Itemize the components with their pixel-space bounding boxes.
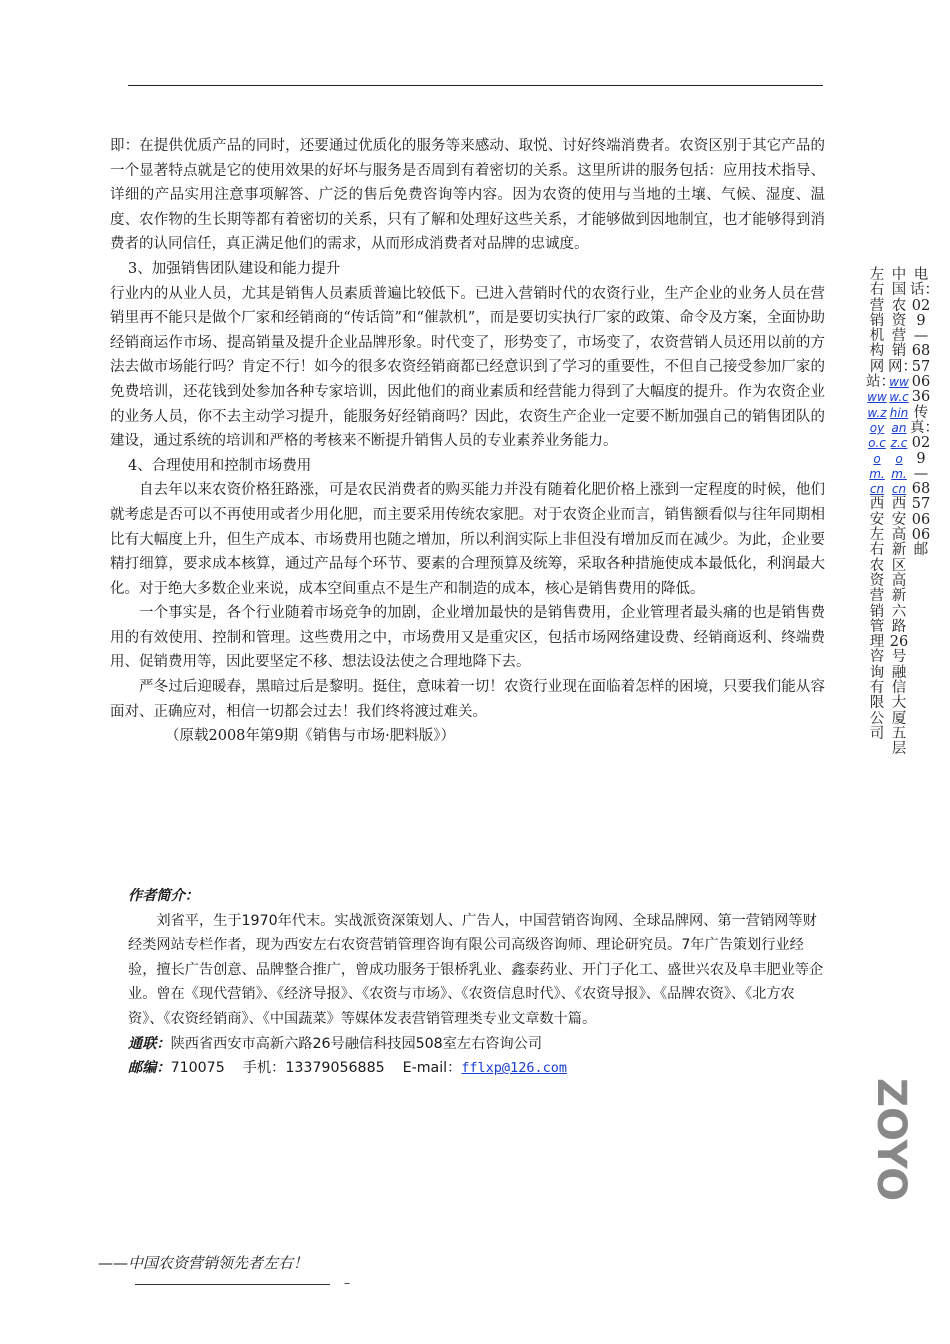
zoyo-logo-icon xyxy=(858,1078,914,1223)
heading-sales-team: 3、加强销售团队建设和能力提升 xyxy=(128,260,341,277)
header-rule xyxy=(128,85,823,86)
footer-mark: – xyxy=(344,1276,350,1290)
sidebar-company: 西安左右农资营销管理咨询有限公司 xyxy=(869,496,885,742)
contact-line xyxy=(128,1056,828,1081)
phone-value: 13379056885 xyxy=(285,1060,385,1077)
sidebar-zoyo-link[interactable]: www.zoyo.com.cn xyxy=(867,390,887,497)
sidebar-net-label: 中国农资营销网： xyxy=(888,267,917,375)
address-label: 通联： xyxy=(128,1035,171,1052)
sidebar-address: 西安高新区高新六路26号融信大厦五层 xyxy=(889,496,909,758)
address-value: 陕西省西安市高新六路26号融信科技园508室左右咨询公司 xyxy=(170,1035,543,1052)
paragraph-cost-2: 一个事实是，各个行业随着市场竞争的加剧，企业增加最快的是销售费用，企业管理者最头痛的也是销售费用的有效使用、控制和管理。这些费用之中，市场费用又是重灾区，包括市场网络建设费、经销商返利、终端费用、促销费用等，因此要坚定不移、想法设法使之合理地降下去。 xyxy=(110,605,825,671)
paragraph-service: 即：在提供优质产品的同时，还要通过优质化的服务等来感动、取悦、讨好终端消费者。农资区别于其它产品的一个显著特点就是它的使用效果的好坏与服务是否周到有着密切的关系。这里所讲的服务包括：应用技术指导、详细的产品实用注意事项解答、广泛的售后免费咨询等内容。因为农资的使用与当地的土壤、气候、湿度、温度、农作物的生长期等都有着密切的关系，只有了解和处理好这些关系，才能够做到因地制宜，也才能够得到消费者的认同信任，真正满足他们的需求，从而形成消费者对品牌的忠诚度。 xyxy=(110,138,825,253)
sidebar-site-label: 左右营销机构网站： xyxy=(866,267,895,391)
sidebar-phone-fax: 电话：029—68570636 传真：029—68570606 邮 xyxy=(910,267,939,559)
phone-label: 手机： xyxy=(242,1060,286,1077)
sidebar-chinanz-link[interactable]: www.chinanz.com.cn xyxy=(889,375,909,497)
heading-market-cost: 4、合理使用和控制市场费用 xyxy=(128,457,312,474)
email-label: E-mail： xyxy=(402,1060,462,1077)
footer-rule xyxy=(135,1284,330,1285)
source-note: （原载2008年第9期《销售与市场·肥料版》） xyxy=(165,728,455,745)
paragraph-cost-1: 自去年以来农资价格狂路涨，可是农民消费者的购买能力并没有随着化肥价格上涨到一定程度的时候，他们就考虑是否可以不再使用或者少用化肥，而主要采用传统农家肥。对于农资企业而言，销售额看似与往年同期相比有大幅度上升，但生产成本、市场费用也随之增加，所以利润实际上非但没有增加反而在减少。为此，企业要精打细算，要求成本核算，通过产品每个环节、要素的合理预算及统筹，采取各种措施使成本最低化，利润最大化。对于绝大多数企业来说，成本空间重点不是生产和制造的成本，核心是销售费用的降低。 xyxy=(110,482,825,597)
paragraph-sales-team: 行业内的从业人员，尤其是销售人员素质普遍比较低下。已进入营销时代的农资行业，生产企业的业务人员在营销里再不能只是做个厂家和经销商的“传话筒”和“催款机”，而是要切实执行厂家的政策、命令及方案，全面协助经销商运作市场、提高销量及提升企业品牌形象。时代变了，形势变了，市场变了，农资营销人员还用以前的方法去做市场能行吗？肯定不行！如今的很多农资经销商都已经意识到了学习的重要性，不但自己接受参加厂家的免费培训，还花钱到处参加各种专家培训，因此他们的商业素质和经营能力得到了大幅度的提升。作为农资企业的业务人员，你不去主动学习提升，能服务好经销商吗？因此，农资生产企业一定要不断加强自己的销售团队的建设，通过系统的培训和严格的考核来不断提升销售人员的专业素养业务能力。 xyxy=(110,285,825,450)
author-title: 作者简介： xyxy=(128,888,199,904)
paragraph-conclusion: 严冬过后迎暖春，黑暗过后是黎明。挺住，意味着一切！农资行业现在面临着怎样的困境，只要我们能从容面对、正确应对，相信一切都会过去！我们终将渡过难关。 xyxy=(110,679,825,720)
author-section xyxy=(128,884,828,1081)
author-bio: 刘省平，生于1970年代末。实战派资深策划人、广告人，中国营销咨询网、全球品牌网、第一营销网等财经类网站专栏作者，现为西安左右农资营销管理咨询有限公司高级咨询师、理论研究员。7年广告策划行业经验，擅长广告创意、品牌整合推广，曾成功服务于银桥乳业、鑫泰药业、开门子化工、盛世兴农及阜丰肥业等企业。曾在《现代营销》、《经济导报》、《农资与市场》、《农资信息时代》、《农资导报》、《品牌农资》、《北方农资》、《农资经销商》、《中国蔬菜》等媒体发表营销管理类专业文章数十篇。 xyxy=(128,912,824,1027)
zoyo-logo-text: ZOYO xyxy=(868,1078,914,1202)
article-body xyxy=(110,134,825,749)
postcode-label: 邮编： xyxy=(128,1060,171,1077)
footer-slogan: ——中国农资营销领先者左右！ xyxy=(98,1254,309,1272)
sidebar-column-1 xyxy=(866,267,895,742)
sidebar-column-2 xyxy=(888,267,917,758)
postcode-value: 710075 xyxy=(170,1060,225,1077)
email-link[interactable]: fflxp@126.com xyxy=(461,1060,567,1077)
sidebar-column-3 xyxy=(910,267,939,559)
address-line xyxy=(128,1032,828,1057)
